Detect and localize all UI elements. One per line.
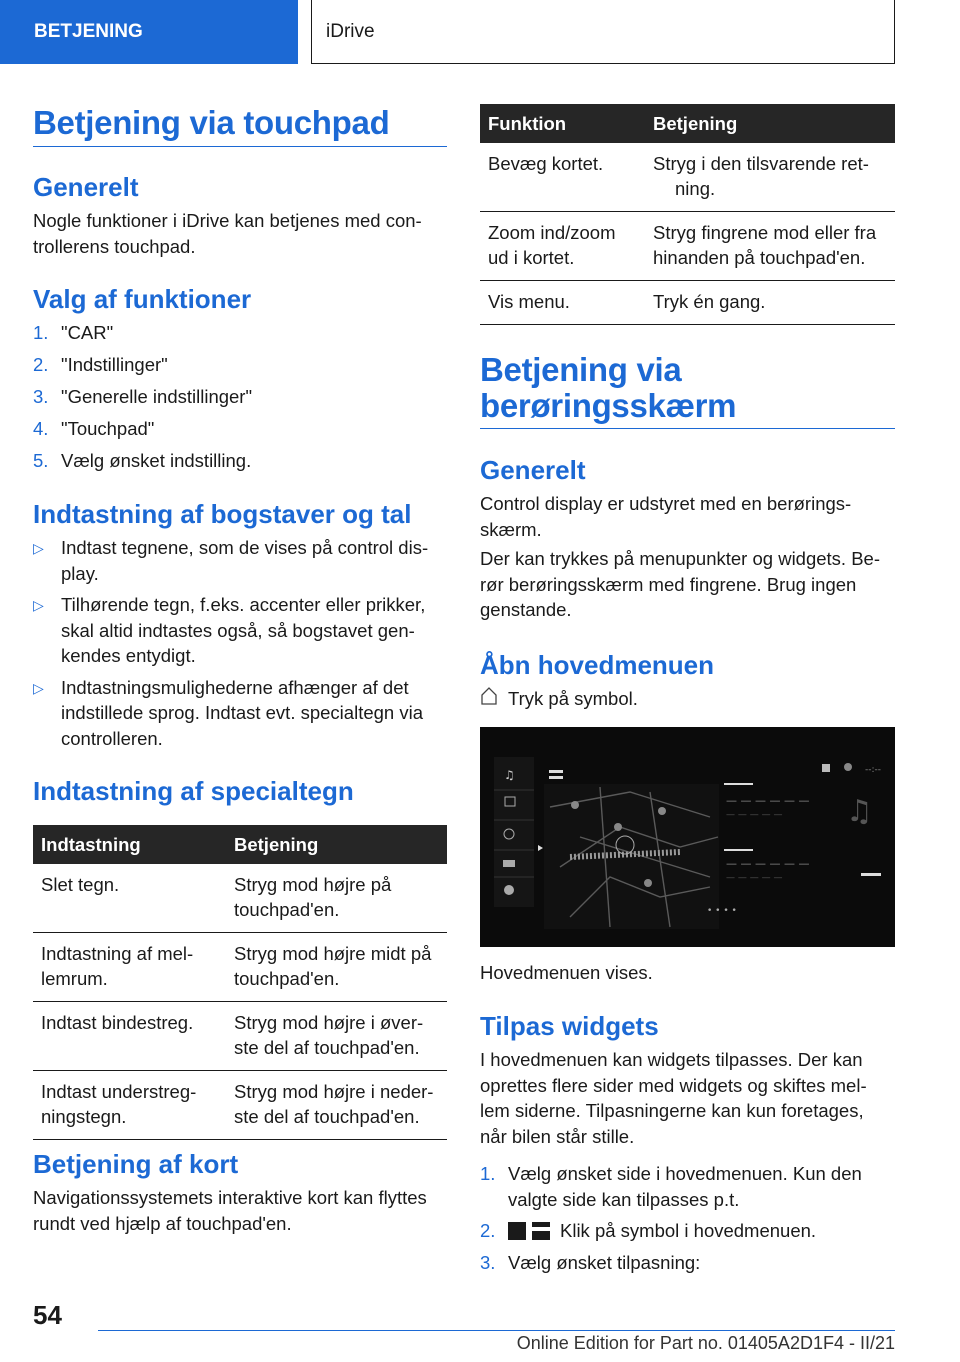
svg-text:— — — — — —: — — — — — — xyxy=(726,794,810,807)
table-header-row xyxy=(480,104,895,143)
table-row xyxy=(33,933,447,1002)
text-line: Navigationssystemets interaktive kort kan flyttes xyxy=(33,1187,427,1208)
touchscreen-title xyxy=(480,352,736,424)
kort-text xyxy=(33,1185,447,1236)
valg-heading: Valg af funktioner xyxy=(33,284,252,314)
table-cell xyxy=(645,143,895,212)
cell-line: touchpad'en. xyxy=(234,899,340,920)
table-cell xyxy=(480,281,645,325)
cell-line: ste del af touchpad'en. xyxy=(234,1106,420,1127)
step-text: "CAR" xyxy=(61,322,114,343)
hovedmenu-step xyxy=(480,686,638,711)
table-row xyxy=(33,1071,447,1140)
special-heading: Indtastning af specialtegn xyxy=(33,776,354,806)
text-line: genstande. xyxy=(480,599,572,620)
column-header: Betjening xyxy=(226,825,447,864)
table-row xyxy=(33,864,447,933)
cell-line: Indtast bindestreg. xyxy=(41,1012,194,1033)
widgets-steps-list xyxy=(480,1161,895,1275)
table-cell xyxy=(480,212,645,281)
table-cell xyxy=(226,933,447,1002)
list-item xyxy=(33,416,447,448)
text-line: lem siderne. Tilpasningerne kan kun foretages, xyxy=(480,1100,864,1121)
chapter-tab xyxy=(311,0,895,64)
text-line: oprettes flere sider med widgets og skiftes mel‐ xyxy=(480,1074,867,1096)
text-line: controlleren. xyxy=(61,727,163,749)
table-row xyxy=(480,143,895,212)
text-line: indstillede sprog. Indtast evt. specialtegn via xyxy=(61,702,423,723)
cell-line: lemrum. xyxy=(41,968,108,989)
column-header: Indtastning xyxy=(33,825,226,864)
kort-heading: Betjening af kort xyxy=(33,1149,239,1179)
home-icon xyxy=(480,686,508,711)
main-menu-screenshot xyxy=(480,727,895,947)
edition-line: Online Edition for Part no. 01405A2D1F4 - II/21 xyxy=(516,1333,895,1353)
table-cell xyxy=(226,1002,447,1071)
page-number: 54 xyxy=(33,1300,62,1330)
title-line: berøringsskærm xyxy=(480,387,737,424)
kort-table xyxy=(480,104,895,325)
svg-text:• • • •: • • • • xyxy=(707,906,737,916)
step-text: "Touchpad" xyxy=(61,418,155,439)
step-text: Vælg ønsket indstilling. xyxy=(61,450,252,471)
triangle-bullet-icon: ▷ xyxy=(33,597,44,613)
cell-line: Stryg mod højre i øver‐ xyxy=(234,1012,424,1033)
list-item xyxy=(33,535,447,586)
text-line: trollerens touchpad. xyxy=(33,235,196,257)
text-line: Indtastningsmulighederne afhænger af det xyxy=(61,676,409,698)
step-number: 1. xyxy=(33,322,49,343)
section-tab xyxy=(0,0,298,64)
cell-line: Indtast understreg‐ xyxy=(41,1081,197,1102)
svg-text:— — — — —: — — — — — xyxy=(726,810,783,820)
special-table xyxy=(33,825,447,1140)
svg-text:--:--: --:-- xyxy=(865,765,882,775)
list-item xyxy=(33,384,447,416)
table-cell xyxy=(33,933,226,1002)
list-item xyxy=(480,1161,895,1212)
triangle-bullet-icon: ▷ xyxy=(33,679,44,696)
generelt-heading: Generelt xyxy=(33,172,139,202)
widgets-text xyxy=(480,1047,895,1149)
page-title: Betjening via touchpad xyxy=(33,104,390,141)
step-text: "Indstillinger" xyxy=(61,354,168,375)
svg-text:— — — — — —: — — — — — — xyxy=(726,857,810,870)
cell-line: Tryk én gang. xyxy=(653,291,766,312)
text-line: I hovedmenuen kan widgets tilpasses. Der kan xyxy=(480,1049,863,1070)
cell-line: Stryg mod højre i neder‐ xyxy=(234,1081,434,1102)
title-rule xyxy=(480,428,895,429)
step-number: 3. xyxy=(33,386,49,407)
cell-line: Stryg fingrene mod eller fra xyxy=(653,222,877,243)
cell-line: Zoom ind/zoom xyxy=(488,222,616,243)
svg-text:♫: ♫ xyxy=(846,794,873,829)
table-row xyxy=(33,1002,447,1071)
table-cell xyxy=(33,1071,226,1140)
text-line: Der kan trykkes på menupunkter og widgets. Be‐ xyxy=(480,548,880,569)
cell-line: hinanden på touchpad'en. xyxy=(653,247,866,268)
text-line: Indtast tegnene, som de vises på control dis‐ xyxy=(61,537,429,558)
table-cell xyxy=(645,281,895,325)
step-text: "Generelle indstillinger" xyxy=(61,386,253,407)
text-line: skal altid indtastes også, så bogstavet gen‐ xyxy=(61,619,415,641)
cell-line: Slet tegn. xyxy=(41,874,120,895)
generelt-heading: Generelt xyxy=(480,455,586,485)
step-number: 3. xyxy=(480,1251,496,1273)
table-cell xyxy=(33,1002,226,1071)
title-line: Betjening via xyxy=(480,351,682,388)
list-item xyxy=(480,1218,895,1244)
text-line: valgte side kan tilpasses p.t. xyxy=(508,1188,740,1210)
step-number: 1. xyxy=(480,1163,496,1184)
step-text: Tryk på symbol. xyxy=(508,687,638,709)
list-item xyxy=(33,320,447,352)
svg-text:— — — — —: — — — — — xyxy=(726,873,783,883)
list-item xyxy=(33,592,447,669)
table-cell xyxy=(480,143,645,212)
cell-line: Stryg i den tilsvarende ret‐ xyxy=(653,153,869,174)
table-row xyxy=(480,212,895,281)
list-item xyxy=(33,675,447,752)
section-label: BETJENING xyxy=(34,21,143,42)
cell-line: ud i kortet. xyxy=(488,247,575,268)
cell-line: ste del af touchpad'en. xyxy=(234,1037,420,1058)
text-line: rundt ved hjælp af touchpad'en. xyxy=(33,1212,292,1234)
cell-line: Indtastning af mel‐ xyxy=(41,943,194,964)
table-cell xyxy=(226,1071,447,1140)
text-line: skærm. xyxy=(480,518,542,540)
table-row xyxy=(480,281,895,325)
text-line: når bilen står stille. xyxy=(480,1125,635,1147)
text-line: Tilhørende tegn, f.eks. accenter eller prikker, xyxy=(61,594,426,615)
table-header-row xyxy=(33,825,447,864)
chapter-label: iDrive xyxy=(326,20,375,42)
triangle-bullet-icon: ▷ xyxy=(33,540,44,556)
step-number: 2. xyxy=(33,354,49,375)
cell-line: touchpad'en. xyxy=(234,968,340,989)
text-line: Vælg ønsket tilpasning: xyxy=(508,1251,701,1273)
text-line: kendes entydigt. xyxy=(61,645,196,666)
widgets-heading: Tilpas widgets xyxy=(480,1011,659,1041)
widget-edit-icon xyxy=(508,1222,550,1240)
cell-line: Stryg mod højre midt på xyxy=(234,943,432,964)
cell-line: Vis menu. xyxy=(488,291,570,312)
text-line: Nogle funktioner i iDrive kan betjenes med con‐ xyxy=(33,210,422,231)
list-item xyxy=(33,448,447,480)
column-header: Betjening xyxy=(645,104,895,143)
image-caption: Hovedmenuen vises. xyxy=(480,962,653,983)
step-number: 2. xyxy=(480,1220,496,1241)
title-rule xyxy=(33,146,447,147)
step-number: 4. xyxy=(33,418,49,439)
footer-rule xyxy=(98,1330,895,1331)
cell-line: ning. xyxy=(675,178,716,199)
table-cell xyxy=(226,864,447,933)
svg-text:♫: ♫ xyxy=(504,768,515,782)
text-line: play. xyxy=(61,562,99,584)
cell-line: ningstegn. xyxy=(41,1106,127,1127)
table-cell xyxy=(645,212,895,281)
generelt-text xyxy=(480,491,895,623)
list-item xyxy=(33,352,447,384)
cell-line: Bevæg kortet. xyxy=(488,153,604,174)
list-item xyxy=(480,1250,895,1276)
text-line: Klik på symbol i hovedmenuen. xyxy=(560,1220,817,1241)
table-cell xyxy=(33,864,226,933)
bogstaver-bullets xyxy=(33,535,447,751)
text-line: Vælg ønsket side i hovedmenuen. Kun den xyxy=(508,1163,862,1184)
generelt-text xyxy=(33,208,422,259)
column-header: Funktion xyxy=(480,104,645,143)
bogstaver-heading: Indtastning af bogstaver og tal xyxy=(33,499,412,529)
cell-line: Stryg mod højre på xyxy=(234,874,392,895)
valg-steps-list xyxy=(33,320,447,480)
text-line: rør berøringsskærm med fingrene. Brug ingen xyxy=(480,573,857,595)
text-line: Control display er udstyret med en berørings‐ xyxy=(480,493,852,514)
hovedmenu-heading: Åbn hovedmenuen xyxy=(480,650,715,680)
step-number: 5. xyxy=(33,450,49,471)
